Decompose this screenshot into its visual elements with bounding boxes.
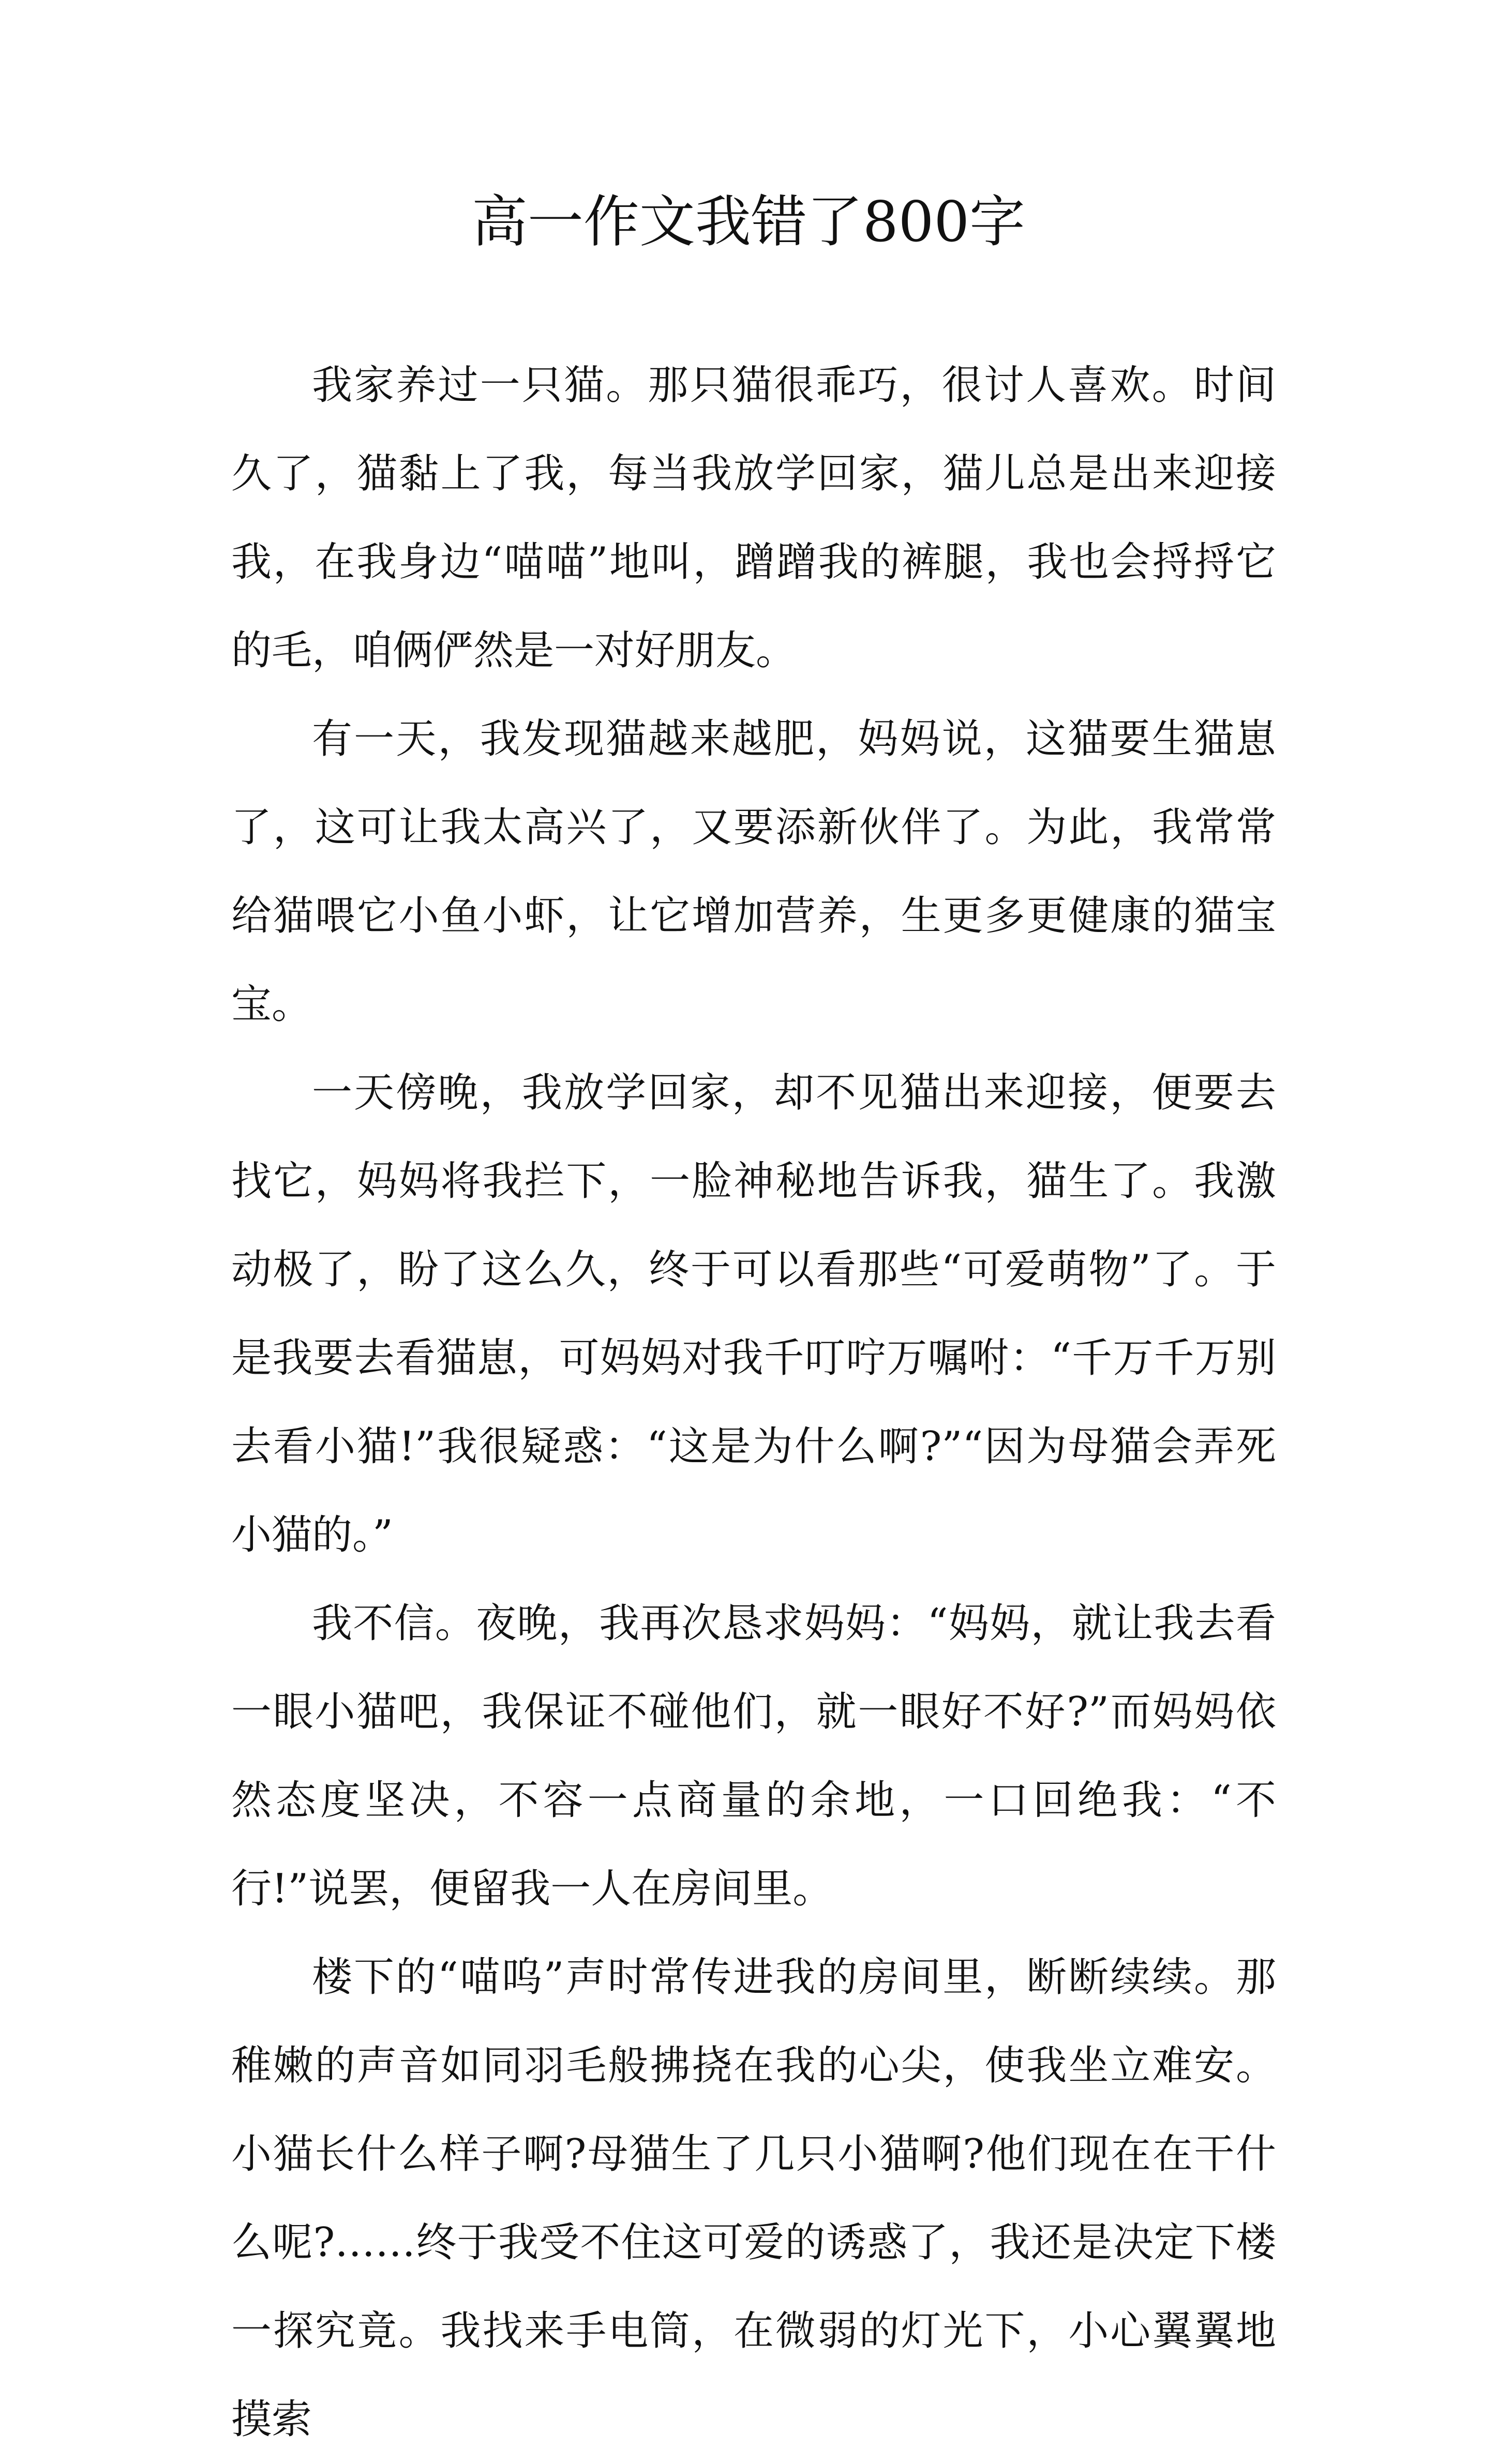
document-body <box>231 341 1276 2464</box>
paragraph: 有一天，我发现猫越来越肥，妈妈说，这猫要生猫崽了，这可让我太高兴了，又要添新伙伴了。为此，我常常给猫喂它小鱼小虾，让它增加营养，生更多更健康的猫宝宝。 <box>231 716 1276 1028</box>
paragraph: 我不信。夜晚，我再次恳求妈妈：“妈妈，就让我去看一眼小猫吧，我保证不碰他们，就一眼好不好?”而妈妈依然态度坚决，不容一点商量的余地，一口回绝我：“不行!”说罢，便留我一人在房间里。 <box>231 1600 1276 1912</box>
paragraph: 楼下的“喵呜”声时常传进我的房间里，断断续续。那稚嫩的声音如同羽毛般拂挠在我的心尖，使我坐立难安。小猫长什么样子啊?母猫生了几只小猫啊?他们现在在干什么呢?……终于我受不住这可爱的诱惑了，我还是决定下楼一探究竟。我找来手电筒，在微弱的灯光下，小心翼翼地摸索 <box>231 1954 1276 2443</box>
paragraph: 我家养过一只猫。那只猫很乖巧，很讨人喜欢。时间久了，猫黏上了我，每当我放学回家，猫儿总是出来迎接我，在我身边“喵喵”地叫，蹭蹭我的裤腿，我也会捋捋它的毛，咱俩俨然是一对好朋友。 <box>231 362 1276 674</box>
paragraph: 一天傍晚，我放学回家，却不见猫出来迎接，便要去找它，妈妈将我拦下，一脸神秘地告诉我，猫生了。我激动极了，盼了这么久，终于可以看那些“可爱萌物”了。于是我要去看猫崽，可妈妈对我千叮咛万嘱咐：“千万千万别去看小猫!”我很疑惑：“这是为什么啊?”“因为母猫会弄死小猫的。” <box>231 1070 1276 1558</box>
document-title: 高一作文我错了800字 <box>471 190 1026 254</box>
